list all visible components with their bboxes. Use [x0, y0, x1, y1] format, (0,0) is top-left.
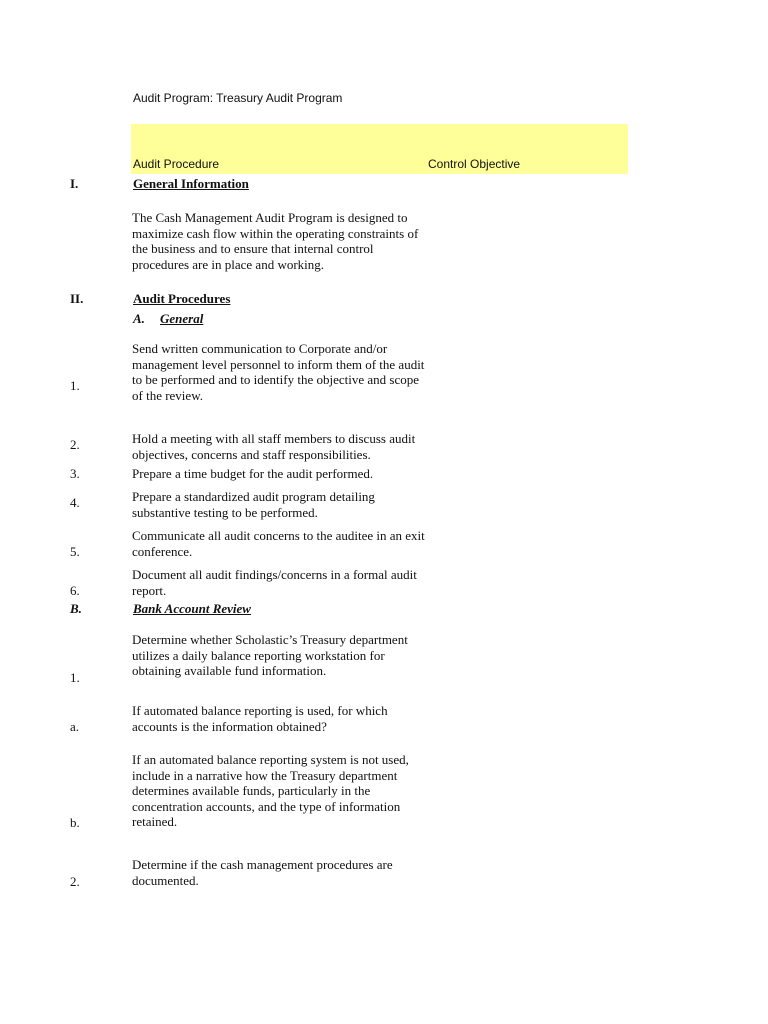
- list-item-text: Determine if the cash management procedures are documented.: [132, 857, 393, 888]
- list-item-text: Send written communication to Corporate and/or management level personnel to inform them of the audit to be performed and to identify the objective and scope of the review.: [132, 341, 425, 403]
- section-number-1: I.: [70, 176, 79, 191]
- column-header-audit-procedure: Audit Procedure: [133, 157, 220, 171]
- list-item-text: Prepare a standardized audit program detailing substantive testing to be performed.: [132, 489, 375, 520]
- list-item-number: 4.: [70, 495, 80, 510]
- list-item-text: Determine whether Scholastic’s Treasury department utilizes a daily balance reporting workstation for obtaining available fund information.: [132, 632, 408, 679]
- section-heading-general-information: General Information: [133, 176, 249, 191]
- list-item-number: 1.: [70, 378, 80, 393]
- list-item-number: 2.: [70, 437, 80, 452]
- list-item-number: 5.: [70, 544, 80, 559]
- subsection-letter-a: A.: [133, 311, 145, 326]
- list-item-text: If an automated balance reporting system is not used, include in a narrative how the Treasury department determines available funds, particularly in the concentration accounts, and the type of information retained.: [132, 752, 409, 830]
- list-item-number: 3.: [70, 466, 80, 481]
- list-item-text: Hold a meeting with all staff members to discuss audit objectives, concerns and staff responsibilities.: [132, 431, 416, 462]
- list-item-number: 1.: [70, 670, 80, 685]
- subsection-heading-bank-account-review: Bank Account Review: [133, 601, 251, 616]
- list-item-number: 2.: [70, 874, 80, 889]
- list-item-text: Prepare a time budget for the audit performed.: [132, 466, 374, 481]
- column-header-control-objective: Control Objective: [428, 157, 521, 171]
- list-item-number: a.: [70, 719, 80, 734]
- section-heading-audit-procedures: Audit Procedures: [133, 291, 231, 306]
- section-number-2: II.: [70, 291, 84, 306]
- list-item-text: If automated balance reporting is used, for which accounts is the information obtained?: [132, 703, 388, 734]
- document-title: Audit Program: Treasury Audit Program: [133, 91, 343, 105]
- list-item-number: 6.: [70, 583, 80, 598]
- list-item-text: Communicate all audit concerns to the auditee in an exit conference.: [132, 528, 425, 559]
- subsection-letter-b: B.: [70, 601, 82, 616]
- section-1-body: The Cash Management Audit Program is designed to maximize cash flow within the operating constraints of the business and to ensure that internal control procedures are in place and working.: [132, 210, 419, 272]
- list-item-number: b.: [70, 815, 80, 830]
- list-item-text: Document all audit findings/concerns in a formal audit report.: [132, 567, 417, 598]
- subsection-heading-general: General: [160, 311, 204, 326]
